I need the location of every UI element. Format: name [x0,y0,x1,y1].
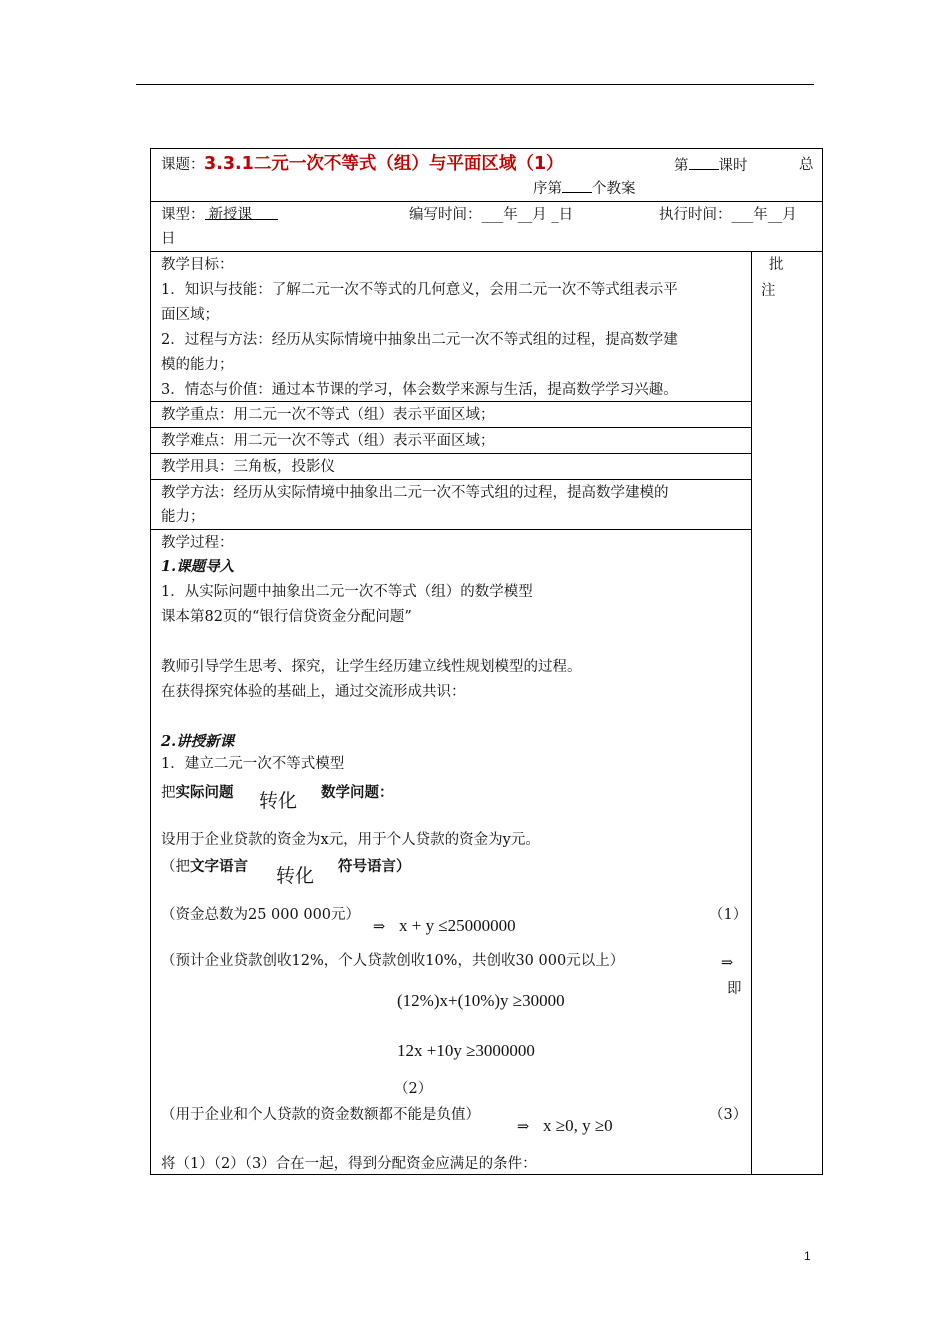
constraint-2-math-1: (12%)x+(10%)y ≥30000 [397,991,565,1010]
goal-1: 1．知识与技能：了解二元一次不等式的几何意义，会用二元一次不等式组表示平 [161,282,678,298]
math-problem-label: 数学问题： [321,784,394,801]
header-rule [136,84,814,85]
method-line-1: 教学方法：经历从实际情境中抽象出二元一次不等式组的过程，提高数学建模的 [161,485,669,501]
constraint-1-text: （资金总数为25 000 000元） [161,907,361,923]
write-time: 编写时间：___年__月 _日 [409,207,574,223]
setup-line: 设用于企业贷款的资金为x元，用于个人贷款的资金为y元。 [161,832,540,848]
convert-line-2: （把文字语言 [161,858,248,875]
note-label-2: 注 [761,283,776,299]
page-number: 1 [804,1249,811,1263]
s2-line-1: 1．建立二元一次不等式模型 [161,756,345,772]
section-2-title: 2.讲授新课 [161,733,235,750]
s1-line-1: 1．从实际问题中抽象出二元一次不等式（组）的数学模型 [161,584,533,600]
row-divider [151,427,751,428]
period-field: 第 课时 [674,153,748,178]
key-point: 教学重点：用二元一次不等式（组）表示平面区域； [161,407,495,423]
tools: 教学用具：三角板，投影仪 [161,459,335,475]
total-label: 总 [799,157,814,173]
symbol-language-label: 符号语言） [338,858,411,875]
convert-word-1: 转化 [259,790,298,812]
row-divider [151,201,822,202]
s1-line-3: 教师引导学生思考、探究，让学生经历建立线性规划模型的过程。 [161,659,582,675]
row-divider [151,529,751,530]
constraint-2-text: （预计企业贷款创收12%，个人贷款创收10%，共创收30 000元以上） [161,953,625,969]
section-1-title: 1.课题导入 [161,558,235,575]
goal-1-cont: 面区域； [161,307,219,323]
exec-day: 日 [161,231,176,247]
goal-3: 3．情态与价值：通过本节课的学习，体会数学来源与生活，提高数学学习兴趣。 [161,382,678,398]
exec-time: 执行时间：___年__月 [659,207,797,223]
s1-line-2: 课本第82页的“银行信贷资金分配问题” [161,609,412,625]
goal-2-cont: 模的能力； [161,357,234,373]
goal-2: 2．过程与方法：经历从实际情境中抽象出二元一次不等式组的过程，提高数学建 [161,332,678,348]
sequence-field: 序第 个教案 [533,176,636,201]
implies-arrow-3: ⇒ [517,1119,530,1135]
course-type: 课型： 新授课 [161,203,278,227]
implies-arrow-2: ⇒ [721,955,734,971]
constraint-1-number: （1） [709,907,748,923]
lesson-plan-table [150,148,823,1175]
implies-arrow-1: ⇒ [373,919,386,935]
lesson-title: 3.3.1二元一次不等式（组）与平面区域（1） [204,154,564,174]
process-heading: 教学过程： [161,535,234,551]
goals-heading: 教学目标： [161,257,234,273]
constraint-1-math: x + y ≤25000000 [399,916,516,935]
method-line-2: 能力； [161,509,205,525]
convert-line-1: 把实际问题 [161,784,234,801]
row-divider [151,453,751,454]
constraint-3-math: x ≥0, y ≥0 [543,1116,613,1135]
constraint-3-text: （用于企业和个人贷款的资金数额都不能是负值） [161,1107,480,1123]
constraint-2-ji: 即 [727,981,742,997]
constraint-3-number: （3） [709,1107,748,1123]
final-line: 将（1）（2）（3）合在一起，得到分配资金应满足的条件： [161,1156,537,1172]
convert-word-2: 转化 [276,865,315,887]
note-label-1: 批 [769,257,784,273]
constraint-2-math-2: 12x +10y ≥3000000 [397,1041,535,1060]
row-divider [151,479,751,480]
constraint-2-number: （2） [394,1081,433,1097]
difficulty: 教学难点：用二元一次不等式（组）表示平面区域； [161,433,495,449]
s1-line-4: 在获得探究体验的基础上，通过交流形成共识： [161,684,466,700]
row-divider [151,251,822,252]
lesson-label: 课题： [161,157,205,173]
note-column-divider [751,251,752,1174]
